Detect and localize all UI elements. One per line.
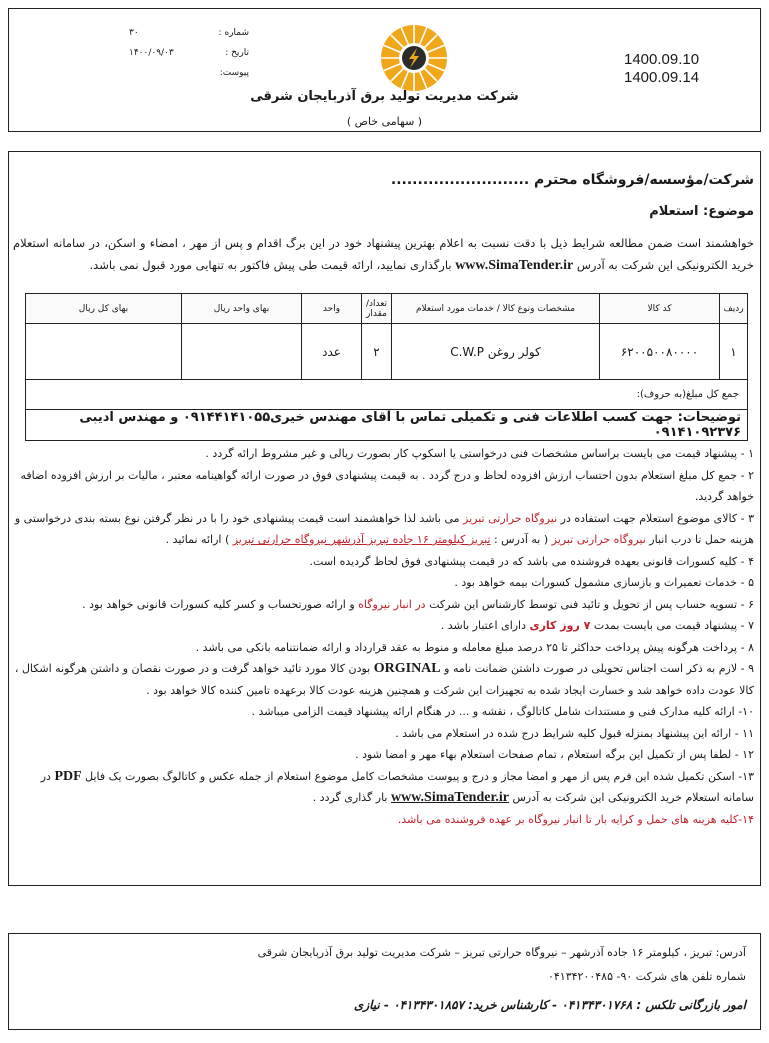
term-6-text-a: ۶ - تسویه حساب پس از تحویل و تائید فنی توسط کارشناس این شرکت bbox=[429, 597, 754, 611]
notes-text: توضیحات: جهت کسب اطلاعات فنی و تکمیلی تماس با آقای مهندس خیری۰۹۱۴۴۱۴۱۰۵۵ و مهندس ادیبی ۰۹۱۴۱۰۹۲۳۷۶ bbox=[26, 410, 748, 441]
sum-row bbox=[26, 380, 748, 410]
letter-attachment-label: پیوست: bbox=[219, 68, 249, 78]
col-header-code: کد کالا bbox=[600, 294, 720, 324]
letter-meta bbox=[129, 23, 249, 83]
table-header-row bbox=[26, 294, 748, 324]
col-header-row: ردیف bbox=[720, 294, 748, 324]
term-3-text-e: ( به آدرس : bbox=[493, 533, 549, 546]
footer-phones: شماره تلفن های شرکت ۹۰- ۰۴۱۳۴۲۰۰۴۸۵ bbox=[547, 970, 746, 983]
company-type: ( سهامی خاص ) bbox=[346, 115, 423, 128]
subject-line: موضوع: استعلام bbox=[649, 204, 754, 219]
term-9-text-a: ۹ - لازم به ذکر است اجناس تحویلی در صورت داشتن ضمانت نامه و bbox=[444, 662, 754, 675]
term-1: ۱ - پیشنهاد قیمت می بایست براساس مشخصات فنی درخواستی یا اسکوپ کار بصورت ریالی و غیر مشروط ارائه گردد . bbox=[205, 447, 754, 460]
term-11: ۱۱ - ارائه این پیشنهاد بمنزله قبول کلیه شرایط درج شده در استعلام می باشد . bbox=[395, 726, 754, 740]
term-4: ۴ - کلیه کسورات قانونی بعهده فروشنده می باشد که در قیمت پیشنهادی فوق لحاظ گردیده است. bbox=[309, 554, 754, 568]
term-6 bbox=[13, 594, 754, 616]
col-header-unit-price: بهای واحد ریال bbox=[182, 294, 302, 324]
term-9-original: ORGINAL bbox=[373, 661, 441, 676]
term-8: ۸ - پرداخت هرگونه پیش پرداخت حداکثر تا ۲۵ درصد مبلغ معامله و منوط به عقد قرارداد و ارائه ضمانتنامه بانکی می باشد . bbox=[195, 640, 754, 654]
letter-number-row bbox=[129, 23, 249, 43]
terms-list bbox=[13, 443, 754, 830]
term-3-text-c: می باشد لذا خواهشمند است قیمت پیشنهادی خود را با در نظر گرفتن نوع بسته بندی درخواستی و هزینه حمل تا درب انبار bbox=[14, 511, 754, 546]
term-2: ۲ - جمع کل مبلغ استعلام بدون احتساب ارزش افزوده لحاظ و درج گردد . به قیمت پیشنهادی فوق در صورت ارائه گواهینامه معتبر ، مالیات بر ارزش افزوده اضافه خواهد گردید. bbox=[20, 468, 754, 503]
col-header-total-price: بهای کل ریال bbox=[26, 294, 182, 324]
letterhead bbox=[8, 8, 761, 132]
col-header-unit: واحد bbox=[302, 294, 362, 324]
term-3-plant-name: نیروگاه حرارتی تبریز bbox=[463, 511, 558, 525]
intro-paragraph bbox=[13, 232, 754, 277]
term-13-pdf: PDF bbox=[54, 768, 82, 784]
date-line-2: 1400.09.14 bbox=[624, 69, 700, 86]
col-header-desc: مشخصات ونوع کالا / خدمات مورد استعلام bbox=[392, 294, 600, 324]
cell-code: ۶۲۰۰۵۰۰۸۰۰۰۰ bbox=[600, 324, 720, 380]
term-7-text-a: ۷ - پیشنهاد قیمت می بایست بمدت bbox=[593, 619, 754, 632]
sum-label: جمع کل مبلغ(به حروف): bbox=[26, 380, 748, 410]
company-logo-icon bbox=[379, 23, 449, 93]
term-13-website-link[interactable]: www.SimaTender.ir bbox=[391, 790, 509, 805]
cell-unit-price[interactable] bbox=[182, 324, 302, 380]
term-14: ۱۴-کلیه هزینه های حمل و کرایه بار تا انبار نیروگاه بر عهده فروشنده می باشد. bbox=[397, 812, 754, 826]
items-table bbox=[25, 293, 748, 441]
term-9 bbox=[13, 658, 754, 701]
term-13 bbox=[13, 766, 754, 809]
tender-website-link[interactable]: www.SimaTender.ir bbox=[455, 258, 574, 273]
term-6-warehouse: در انبار نیروگاه bbox=[358, 597, 426, 611]
cell-unit: عدد bbox=[302, 324, 362, 380]
term-12: ۱۲ - لطفا پس از تکمیل این برگه استعلام ، تمام صفحات استعلام بهاء مهر و امضا شود . bbox=[355, 748, 754, 761]
letter-attachment-row bbox=[129, 63, 249, 83]
term-13-text-e: بار گذاری گردد . bbox=[312, 791, 388, 804]
footer-address: آدرس: تبریز ، کیلومتر ۱۶ جاده آذرشهر – نیروگاه حرارتی تبریز – شرکت مدیریت تولید برق آذربایجان شرقی bbox=[257, 946, 746, 959]
company-name: شرکت مدیریت تولید برق آذربایجان شرقی bbox=[250, 89, 519, 104]
term-3 bbox=[13, 508, 754, 551]
term-13-text-c: در سامانه استعلام خرید الکترونیکی این شرکت به آدرس bbox=[40, 769, 754, 804]
cell-row: ۱ bbox=[720, 324, 748, 380]
cell-total-price[interactable] bbox=[26, 324, 182, 380]
cell-desc: کولر روغن C.W.P bbox=[392, 324, 600, 380]
term-9-text-c: بودن کالا مورد تائید خواهد گرفت و در صورت نقصان و داشتن هرگونه اشکال ، کالا عودت داده خواهد شد و خسارت ایجاد شده به تجهیزات این شرکت و همچنین هزینه عودت کالا برعهده تامین کننده کالا خواهد بود . bbox=[14, 662, 754, 697]
letter-date-value: ۱۴۰۰/۰۹/۰۳ bbox=[129, 48, 174, 58]
term-7-text-c: دارای اعتبار باشد . bbox=[440, 619, 527, 632]
table-row bbox=[26, 324, 748, 380]
term-5: ۵ - خدمات تعمیرات و بازسازی مشمول کسورات بیمه خواهد بود . bbox=[454, 576, 754, 589]
term-10: ۱۰- ارائه کلیه مدارک فنی و مستندات شامل کاتالوگ ، نقشه و ... در هنگام ارائه پیشنهاد قیمت الزامی میباشد . bbox=[251, 705, 754, 718]
term-3-plant-name-2: نیروگاه حرارتی تبریز bbox=[551, 533, 646, 546]
recipient-line: شرکت/مؤسسه/فروشگاه محترم .......................... bbox=[390, 172, 754, 188]
date-line-1: 1400.09.10 bbox=[624, 51, 700, 68]
letter-date-label: تاریخ : bbox=[225, 48, 249, 58]
term-3-address: تبریز کیلومتر ۱۶ جاده تبریز آذرشهر نیروگاه حرارتی تبریز bbox=[232, 533, 491, 546]
term-3-text-a: ۳ - کالای موضوع استعلام جهت استفاده در bbox=[560, 511, 754, 525]
handwritten-dates bbox=[624, 51, 734, 87]
term-7-validity: ۷ روز کاری bbox=[529, 619, 591, 632]
footer-contacts: امور بازرگانی تلکس : ۰۴۱۳۴۳۰۱۷۶۸ - کارشناس خرید: ۰۴۱۳۴۳۰۱۸۵۷ - نیازی bbox=[353, 998, 746, 1012]
letter-date-row bbox=[129, 43, 249, 63]
cell-qty: ۲ bbox=[362, 324, 392, 380]
intro-text-2: بارگذاری نمایید، ارائه قیمت طی پیش فاکتور به تنهایی مورد قبول نمی باشد. bbox=[89, 258, 452, 272]
term-13-text-a: ۱۳- اسکن تکمیل شده این فرم پس از مهر و امضا مجاز و درج و پیوست مشخصات کامل موضوع استعلام از جمله عکس و کاتالوگ بصورت یک فایل bbox=[85, 769, 754, 783]
letter-number-value: ۳۰ bbox=[129, 28, 139, 38]
notes-row bbox=[26, 410, 748, 441]
col-header-qty: تعداد/ مقدار bbox=[362, 294, 392, 324]
term-7 bbox=[13, 615, 754, 637]
letter-footer bbox=[8, 933, 761, 1030]
term-6-text-c: و ارائه صورتحساب و کسر کلیه کسورات قانونی خواهد بود . bbox=[82, 597, 355, 611]
term-3-text-g: ) ارائه نمائید . bbox=[165, 533, 230, 546]
letter-body bbox=[8, 151, 761, 886]
letter-number-label: شماره : bbox=[218, 28, 249, 38]
intro-text-1: خواهشمند است ضمن مطالعه شرایط ذیل با دقت نسبت به اعلام بهترین پیشنهاد خود در این برگ اقدام و پس از مهر ، امضاء و اسکن، در سامانه استعلام خرید الکترونیکی این شرکت به آدرس bbox=[13, 236, 754, 272]
